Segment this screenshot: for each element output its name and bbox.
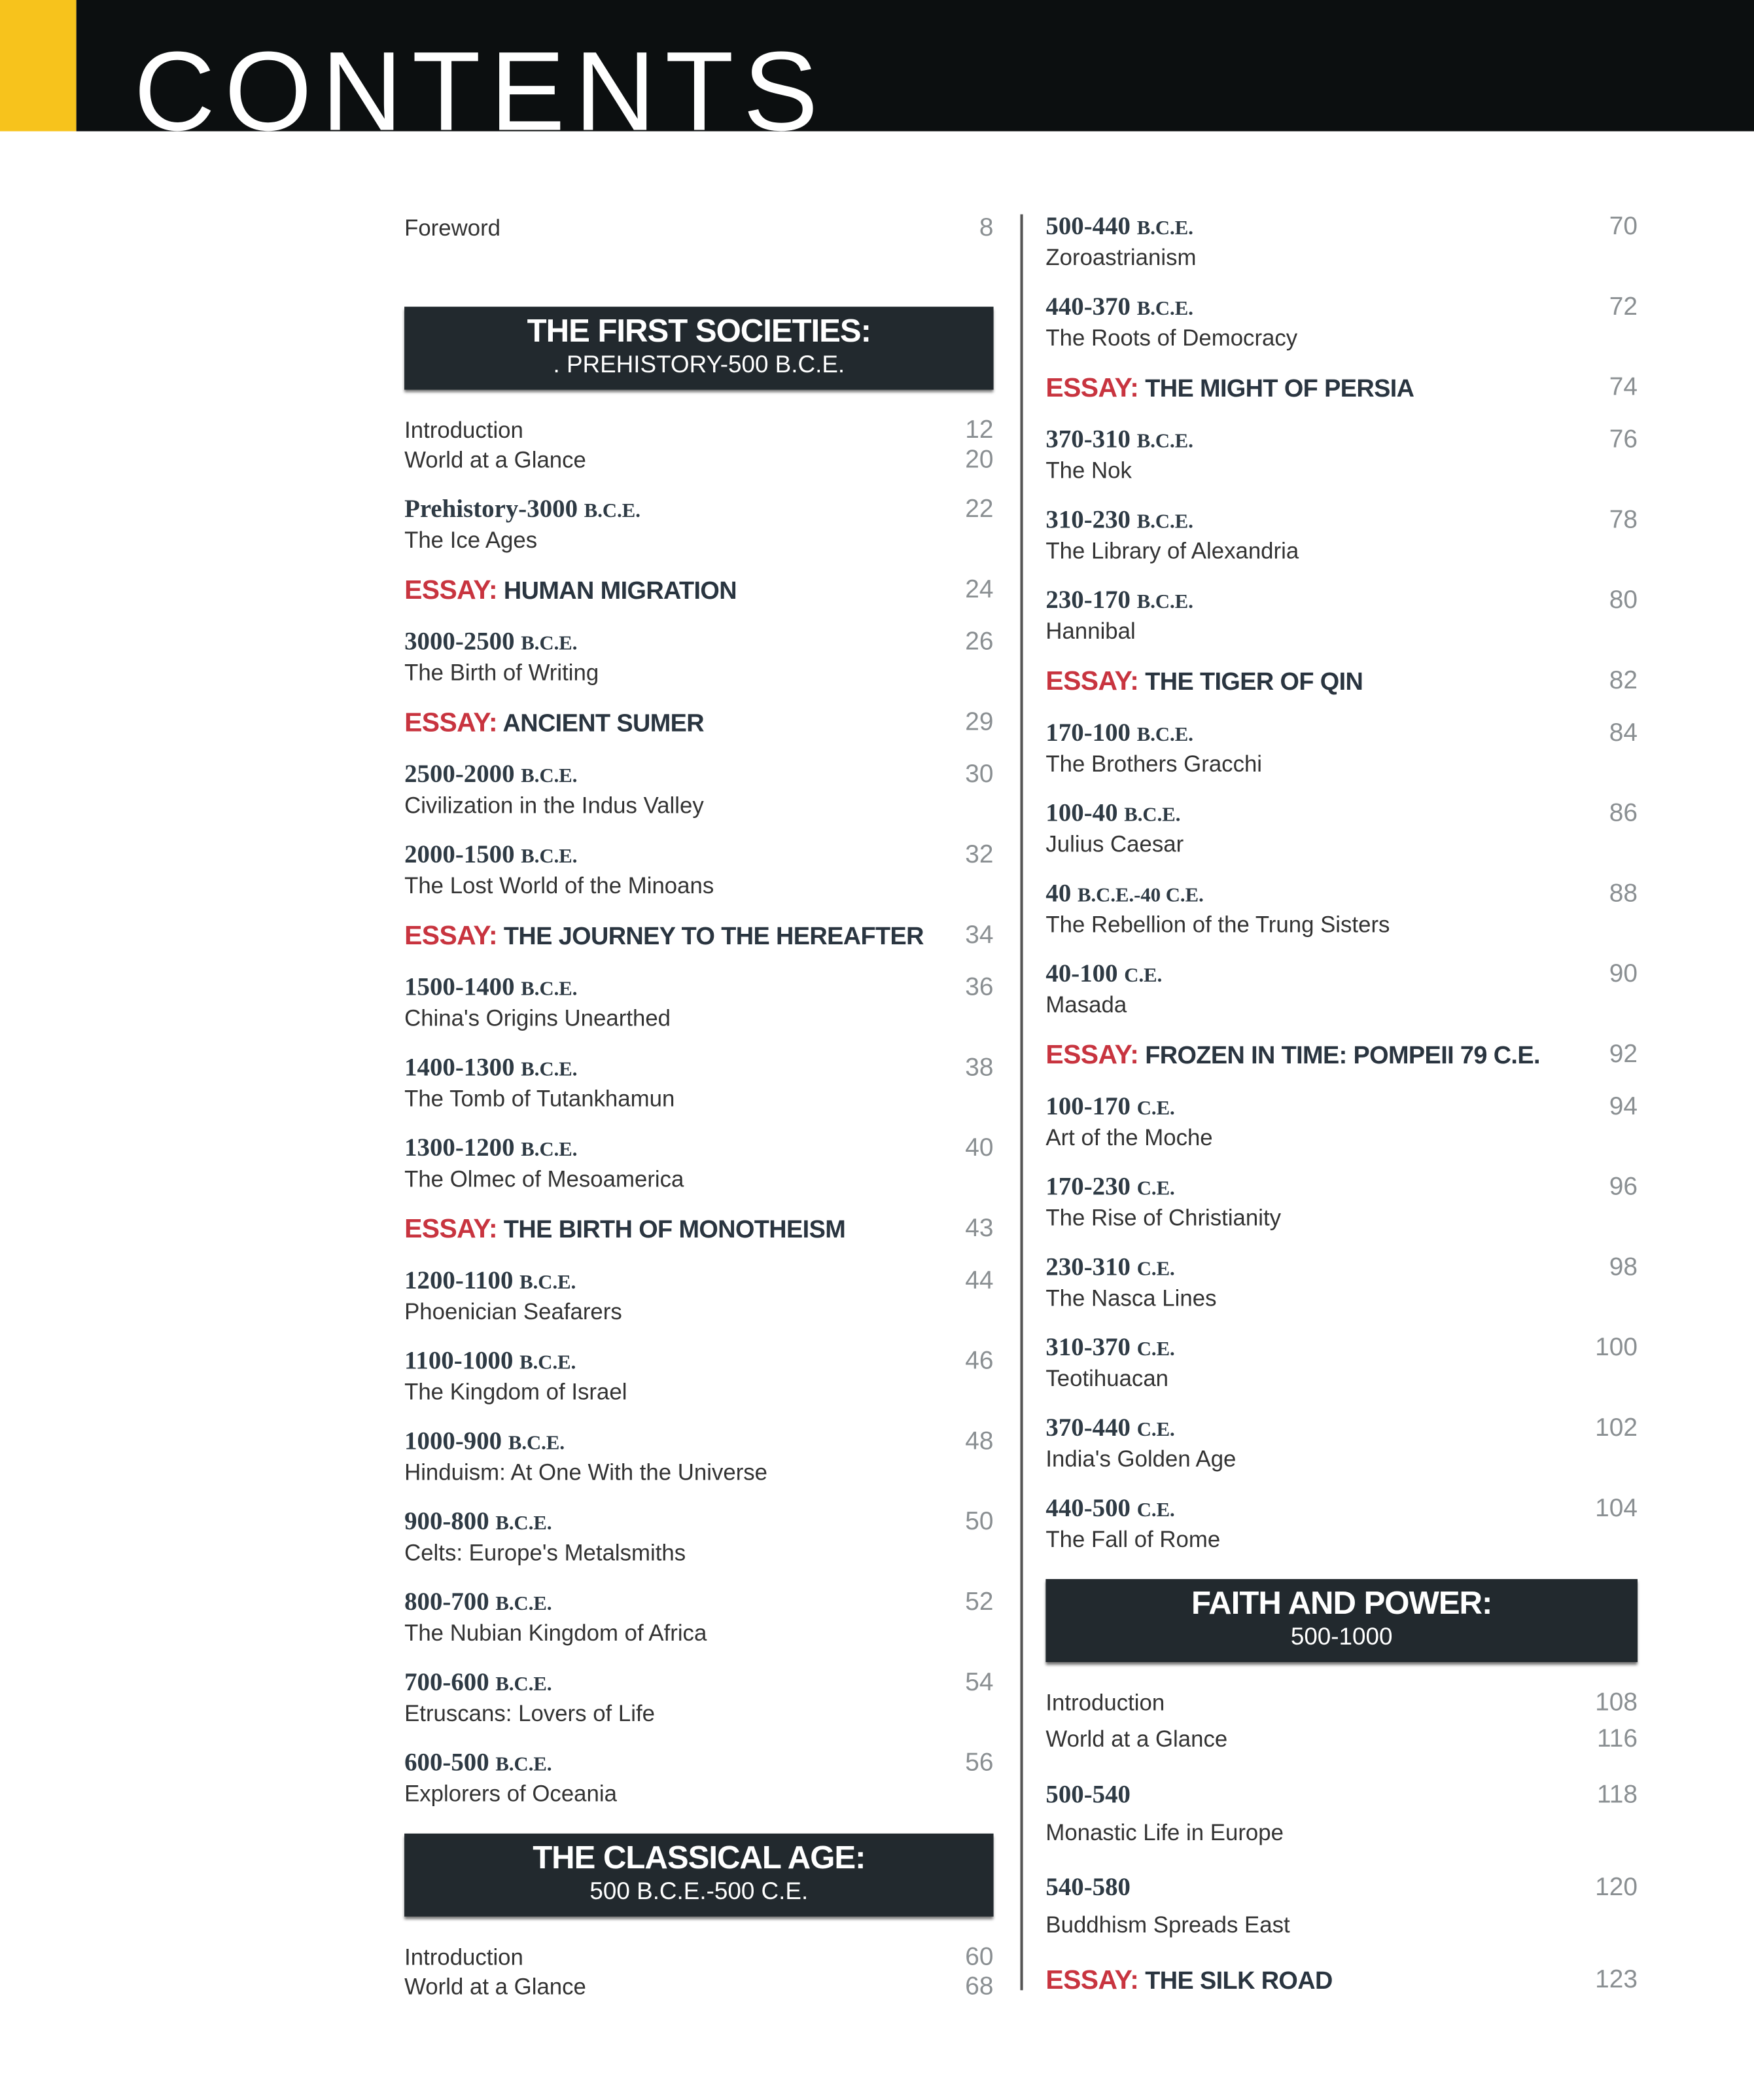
essay-heading	[404, 921, 924, 950]
toc-entry[interactable]	[404, 214, 994, 302]
toc-entry[interactable]	[404, 1054, 994, 1135]
entry-title: The Library of Alexandria	[1045, 538, 1299, 564]
toc-entry[interactable]	[1045, 1173, 1638, 1254]
toc-entry[interactable]	[1045, 1874, 1638, 1966]
date-range: 500-440	[1045, 213, 1131, 241]
entry-title: Civilization in the Indus Valley	[404, 792, 704, 819]
essay-title: HUMAN MIGRATION	[503, 576, 737, 605]
toc-entry[interactable]	[404, 1944, 994, 2023]
entry-date	[1045, 880, 1638, 911]
essay-title: THE BIRTH OF MONOTHEISM	[503, 1215, 846, 1243]
date-era: B.C.E.	[495, 1513, 552, 1535]
date-era: C.E.	[1136, 1258, 1175, 1281]
entry-date	[1045, 213, 1638, 243]
entry-title: The Nasca Lines	[1045, 1285, 1217, 1311]
essay-entry[interactable]	[404, 1215, 994, 1267]
page-number: 50	[965, 1508, 994, 1537]
page-number: 60	[965, 1943, 994, 1972]
toc-entry[interactable]	[404, 1588, 994, 1669]
entry-title: The Kingdom of Israel	[404, 1379, 627, 1405]
entry-date	[404, 841, 994, 872]
entry-title: The Ice Ages	[404, 527, 538, 554]
essay-title: THE MIGHT OF PERSIA	[1145, 374, 1414, 402]
essay-entry[interactable]	[1045, 1966, 1638, 2018]
toc-entry[interactable]	[404, 974, 994, 1054]
essay-label: ESSAY:	[404, 708, 497, 738]
page-number: 82	[1609, 667, 1638, 696]
entry-date	[1045, 1093, 1638, 1124]
page-number: 24	[965, 576, 994, 605]
essay-title: FROZEN IN TIME: POMPEII 79 C.E.	[1145, 1041, 1540, 1069]
entry-date	[404, 1134, 994, 1165]
date-range: 440-370	[1045, 293, 1131, 322]
page-number: 44	[965, 1267, 994, 1296]
essay-entry[interactable]	[404, 921, 994, 974]
page-number: 98	[1609, 1253, 1638, 1282]
date-range: 370-310	[1045, 425, 1131, 454]
page-number: 76	[1609, 425, 1638, 454]
toc-entry[interactable]	[404, 416, 994, 495]
date-era: C.E.	[1136, 1179, 1175, 1200]
date-era: C.E.	[1136, 1419, 1175, 1442]
page-number: 12	[965, 416, 994, 445]
page-number: 20	[965, 446, 994, 474]
toc-entry[interactable]	[1045, 1689, 1638, 1781]
date-era: B.C.E.	[521, 979, 578, 1001]
page-number: 92	[1609, 1041, 1638, 1069]
entry-title: Art of the Moche	[1045, 1125, 1213, 1151]
page-number: 43	[965, 1215, 994, 1243]
essay-heading	[404, 576, 737, 604]
section-title: THE FIRST SOCIETIES:	[527, 313, 871, 350]
entry-title: Etruscans: Lovers of Life	[404, 1701, 655, 1727]
page-number: 46	[965, 1347, 994, 1376]
toc-entry[interactable]	[1045, 960, 1638, 1041]
entry-date	[1045, 1334, 1638, 1364]
entry-date	[404, 1669, 994, 1700]
page-number: 100	[1595, 1334, 1638, 1362]
entry-date	[1045, 293, 1638, 324]
entry-title: Hannibal	[1045, 618, 1136, 645]
entry-date	[1045, 719, 1638, 750]
page-number: 29	[965, 708, 994, 737]
page-number: 26	[965, 628, 994, 656]
essay-label: ESSAY:	[404, 921, 497, 952]
entry-title: The Rebellion of the Trung Sisters	[1045, 912, 1390, 938]
toc-entry[interactable]	[1045, 586, 1638, 667]
date-era: B.C.E.	[521, 1059, 578, 1081]
entry-date	[1045, 426, 1638, 457]
date-era: B.C.E.	[1136, 298, 1193, 321]
date-era: B.C.E.	[508, 1433, 565, 1455]
date-range: 2500-2000	[404, 760, 515, 789]
section-banner	[1045, 1579, 1638, 1662]
entry-title: The Tomb of Tutankhamun	[404, 1086, 675, 1112]
date-range: 800-700	[404, 1588, 489, 1617]
essay-heading	[1045, 374, 1414, 402]
page-number: 88	[1609, 880, 1638, 908]
essay-label: ESSAY:	[404, 1215, 497, 1245]
entry-title[interactable]: World at a Glance	[1045, 1726, 1228, 1752]
page-number: 74	[1609, 374, 1638, 402]
date-era: B.C.E.	[1136, 218, 1193, 240]
page-number: 84	[1609, 719, 1638, 748]
entry-title: India's Golden Age	[1045, 1446, 1237, 1472]
essay-label: ESSAY:	[1045, 1041, 1139, 1071]
date-era: B.C.E.	[1136, 431, 1193, 453]
date-era: C.E.	[1124, 965, 1163, 988]
entry-date	[1045, 1254, 1638, 1285]
toc-entry[interactable]	[1045, 880, 1638, 961]
entry-date	[1045, 960, 1638, 991]
entry-title: The Nubian Kingdom of Africa	[404, 1620, 707, 1646]
page-number: 8	[979, 214, 994, 243]
entry-title: The Fall of Rome	[1045, 1527, 1221, 1553]
date-range: Prehistory-3000	[404, 495, 578, 524]
toc-entry[interactable]	[1045, 213, 1638, 293]
page-number: 30	[965, 760, 994, 789]
entry-date	[1045, 1414, 1638, 1445]
date-era: C.E.	[1136, 1500, 1175, 1522]
essay-label: ESSAY:	[1045, 667, 1139, 697]
entry-date	[1045, 1781, 1638, 1811]
page-number: 70	[1609, 213, 1638, 241]
entry-title: Monastic Life in Europe	[1045, 1820, 1284, 1846]
date-range: 600-500	[404, 1749, 489, 1777]
entry-date	[404, 1588, 994, 1619]
date-range: 170-230	[1045, 1173, 1131, 1201]
page-number: 40	[965, 1134, 994, 1163]
entry-date	[404, 1267, 994, 1298]
toc-entry[interactable]	[1045, 1495, 1638, 1575]
date-range: 370-440	[1045, 1414, 1131, 1443]
date-range: 230-310	[1045, 1253, 1131, 1282]
yellow-accent-block	[0, 0, 77, 132]
entry-date	[404, 628, 994, 659]
toc-entry[interactable]	[1045, 1334, 1638, 1414]
entry-title: Hinduism: At One With the Universe	[404, 1459, 768, 1486]
date-range: 2000-1500	[404, 841, 515, 870]
entry-title: Explorers of Oceania	[404, 1781, 617, 1807]
page-number: 123	[1595, 1966, 1638, 1995]
entry-title: Teotihuacan	[1045, 1366, 1169, 1392]
toc-entry[interactable]	[404, 1134, 994, 1215]
entry-date	[1045, 1874, 1638, 1903]
page-number: 68	[965, 1972, 994, 2001]
page-number: 52	[965, 1588, 994, 1617]
date-era: B.C.E.	[521, 1139, 578, 1162]
date-range: 1000-900	[404, 1427, 502, 1456]
date-era: B.C.E.	[521, 633, 578, 655]
section-period: 500-1000	[1290, 1623, 1393, 1650]
entry-title[interactable]: Introduction	[404, 418, 523, 444]
essay-entry[interactable]	[1045, 667, 1638, 719]
date-range: 1400-1300	[404, 1054, 515, 1082]
page-number: 48	[965, 1427, 994, 1456]
page-number: 86	[1609, 799, 1638, 828]
toc-entry[interactable]	[404, 760, 994, 841]
toc-entry[interactable]	[404, 628, 994, 709]
date-range: 1100-1000	[404, 1347, 514, 1376]
date-era: B.C.E.	[519, 1353, 576, 1374]
section-title: FAITH AND POWER:	[1191, 1586, 1492, 1622]
essay-heading	[1045, 667, 1363, 695]
toc-entry[interactable]	[1045, 293, 1638, 374]
entry-date	[1045, 507, 1638, 537]
date-era: B.C.E.	[584, 501, 640, 523]
entry-title: The Birth of Writing	[404, 660, 599, 686]
date-era: B.C.E.	[519, 1272, 576, 1294]
essay-entry[interactable]	[1045, 1041, 1638, 1093]
toc-entry[interactable]	[404, 495, 994, 576]
entry-date	[404, 495, 994, 526]
date-era: B.C.E.	[1136, 511, 1193, 533]
date-era: C.E.	[1136, 1098, 1175, 1120]
date-era: B.C.E.	[495, 1674, 552, 1696]
left-column	[404, 214, 994, 2022]
toc-entry[interactable]	[1045, 426, 1638, 507]
toc-entry[interactable]	[404, 1267, 994, 1347]
section-period: 500 B.C.E.-500 C.E.	[589, 1878, 809, 1905]
essay-title: THE JOURNEY TO THE HEREAFTER	[503, 921, 924, 950]
entry-title[interactable]: World at a Glance	[404, 447, 586, 473]
entry-title: Zoroastrianism	[1045, 245, 1197, 271]
entry-title: The Rise of Christianity	[1045, 1205, 1282, 1231]
page-number: 94	[1609, 1093, 1638, 1122]
date-range: 310-230	[1045, 506, 1131, 535]
date-era: B.C.E.	[521, 766, 578, 788]
entry-title[interactable]: Introduction	[1045, 1690, 1165, 1716]
date-range: 1200-1100	[404, 1267, 514, 1296]
section-banner	[404, 307, 994, 390]
essay-label: ESSAY:	[1045, 374, 1139, 404]
date-era: B.C.E.	[1136, 592, 1193, 614]
toc-entry[interactable]	[404, 1749, 994, 1830]
date-range: 1300-1200	[404, 1134, 515, 1163]
page-number: 118	[1596, 1781, 1638, 1809]
toc-entry[interactable]	[1045, 1781, 1638, 1874]
essay-entry[interactable]	[404, 576, 994, 628]
page-number: 54	[965, 1669, 994, 1698]
entry-date	[404, 760, 994, 791]
date-era: B.C.E.-40 C.E.	[1078, 885, 1204, 907]
toc-entry[interactable]	[1045, 1414, 1638, 1495]
toc-entry[interactable]	[1045, 800, 1638, 880]
toc-entry[interactable]	[1045, 507, 1638, 587]
page-title: CONTENTS	[133, 27, 828, 154]
date-range: 170-100	[1045, 719, 1131, 748]
entry-title: Masada	[1045, 992, 1127, 1018]
date-range: 700-600	[404, 1669, 489, 1698]
page-number: 120	[1595, 1874, 1638, 1902]
date-range: 440-500	[1045, 1495, 1131, 1523]
entry-title: Foreword	[404, 215, 501, 241]
entry-title: Julius Caesar	[1045, 831, 1184, 857]
essay-title: ANCIENT SUMER	[502, 708, 705, 737]
entry-date	[404, 974, 994, 1005]
page-number: 116	[1596, 1725, 1638, 1753]
date-range: 230-170	[1045, 586, 1131, 615]
essay-entry[interactable]	[1045, 374, 1638, 426]
date-range: 40	[1045, 880, 1072, 908]
entry-title[interactable]: World at a Glance	[404, 1974, 586, 2000]
essay-label: ESSAY:	[404, 576, 497, 606]
toc-entry[interactable]	[404, 1669, 994, 1749]
entry-title[interactable]: Introduction	[404, 1944, 523, 1970]
entry-date	[404, 1508, 994, 1539]
toc-entry[interactable]	[404, 1508, 994, 1588]
date-range: 540-580	[1045, 1874, 1131, 1902]
essay-heading	[1045, 1041, 1540, 1069]
date-range: 3000-2500	[404, 628, 515, 656]
page-number: 104	[1595, 1495, 1638, 1523]
date-range: 100-170	[1045, 1093, 1131, 1122]
toc-entry[interactable]	[1045, 1093, 1638, 1173]
page-number: 90	[1609, 960, 1638, 989]
date-range: 310-370	[1045, 1334, 1131, 1362]
page-number: 72	[1609, 293, 1638, 322]
page-number: 102	[1595, 1414, 1638, 1443]
entry-date	[404, 1054, 994, 1085]
page-number: 36	[965, 973, 994, 1002]
essay-title: THE TIGER OF QIN	[1145, 667, 1363, 696]
entry-title: Phoenician Seafarers	[404, 1299, 622, 1325]
right-column	[1045, 213, 1638, 2018]
date-era: B.C.E.	[495, 1754, 552, 1776]
date-era: C.E.	[1136, 1339, 1175, 1361]
toc-entry[interactable]	[404, 841, 994, 921]
page-number: 96	[1609, 1173, 1638, 1201]
entry-date	[404, 1347, 994, 1378]
entry-title: Buddhism Spreads East	[1045, 1912, 1290, 1938]
date-range: 100-40	[1045, 799, 1118, 828]
section-period: . PREHISTORY-500 B.C.E.	[553, 351, 845, 378]
date-era: B.C.E.	[521, 846, 578, 868]
date-range: 40-100	[1045, 960, 1118, 989]
essay-entry[interactable]	[404, 709, 994, 761]
page-number: 80	[1609, 586, 1638, 615]
entry-title: The Olmec of Mesoamerica	[404, 1166, 684, 1192]
date-era: B.C.E.	[495, 1593, 552, 1616]
date-era: B.C.E.	[1136, 724, 1193, 746]
essay-heading	[404, 1215, 845, 1243]
toc-entry[interactable]	[404, 1428, 994, 1508]
date-era: B.C.E.	[1124, 805, 1181, 827]
page-number: 78	[1609, 506, 1638, 535]
page-number: 56	[965, 1749, 994, 1777]
essay-heading	[404, 709, 704, 737]
page-number: 108	[1595, 1688, 1638, 1717]
page-number: 38	[965, 1054, 994, 1082]
date-range: 1500-1400	[404, 973, 515, 1002]
entry-title: The Roots of Democracy	[1045, 325, 1298, 351]
entry-date	[404, 1749, 994, 1780]
entry-date	[1045, 1173, 1638, 1204]
page-number: 22	[965, 495, 994, 524]
date-range: 900-800	[404, 1508, 489, 1537]
essay-label: ESSAY:	[1045, 1966, 1139, 1996]
entry-date	[1045, 1495, 1638, 1525]
essay-title: THE SILK ROAD	[1145, 1966, 1333, 1995]
toc-entry[interactable]	[404, 1347, 994, 1428]
column-divider	[1021, 214, 1023, 1990]
entry-title: Celts: Europe's Metalsmiths	[404, 1540, 686, 1566]
toc-entry[interactable]	[1045, 1254, 1638, 1334]
entry-date	[1045, 800, 1638, 830]
entry-date	[1045, 586, 1638, 617]
page-number: 32	[965, 841, 994, 870]
entry-date	[404, 1428, 994, 1459]
section-banner	[404, 1834, 994, 1917]
date-range: 500-540	[1045, 1781, 1131, 1809]
entry-title: The Brothers Gracchi	[1045, 751, 1263, 777]
entry-title: The Nok	[1045, 457, 1132, 484]
entry-title: China's Origins Unearthed	[404, 1005, 671, 1031]
toc-entry[interactable]	[1045, 719, 1638, 800]
essay-heading	[1045, 1966, 1332, 1994]
page-number: 34	[965, 921, 994, 950]
entry-title: The Lost World of the Minoans	[404, 873, 714, 899]
section-title: THE CLASSICAL AGE:	[533, 1840, 866, 1877]
